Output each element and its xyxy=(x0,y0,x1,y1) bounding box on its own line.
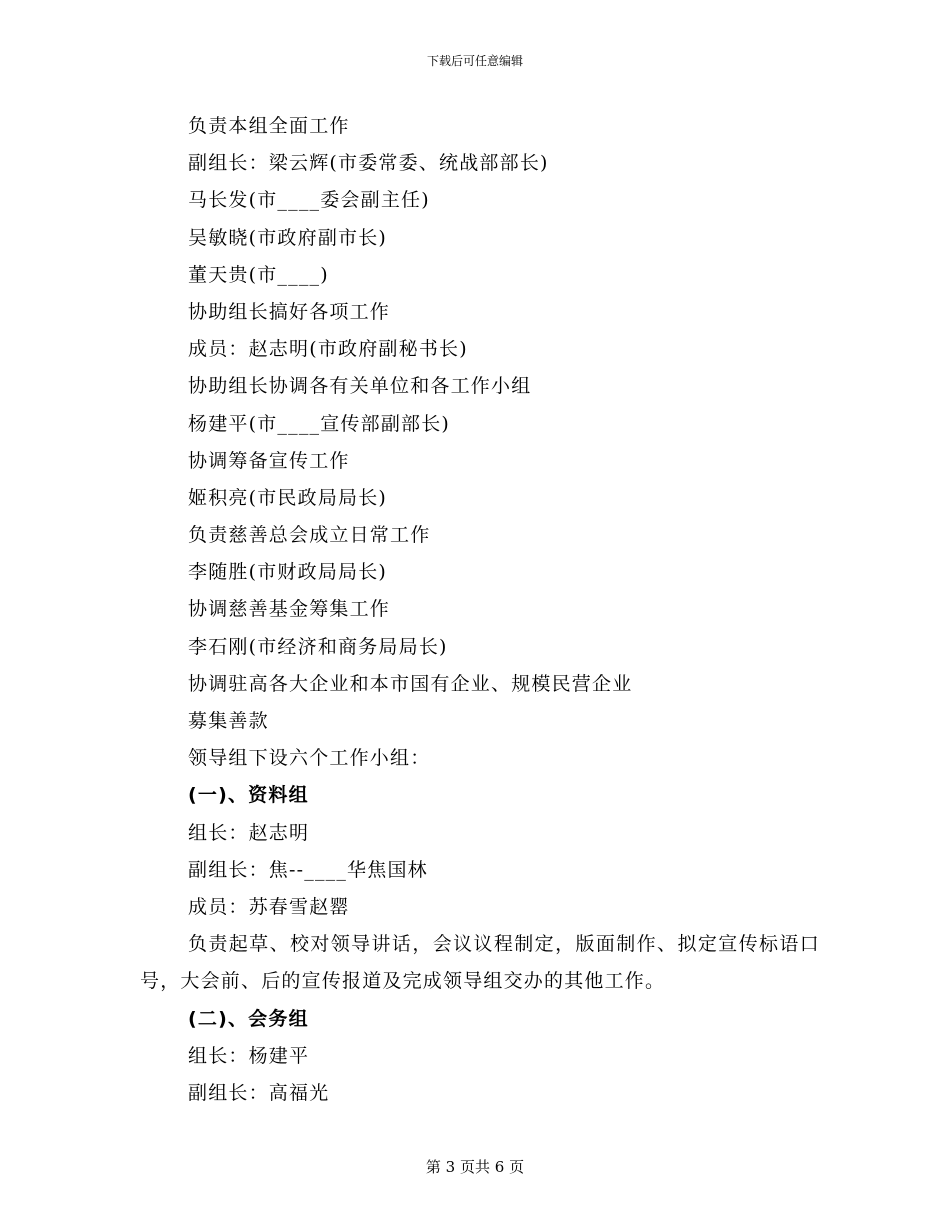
text-line: 姬积亮(市民政局局长) xyxy=(188,486,388,509)
text-line: 协调筹备宣传工作 xyxy=(188,449,350,472)
text-line: 协助组长协调各有关单位和各工作小组 xyxy=(188,375,532,398)
text-line: 负责慈善总会成立日常工作 xyxy=(188,524,431,547)
text-line: 协调慈善基金筹集工作 xyxy=(188,598,391,621)
conference-leader: 组长：杨建平 xyxy=(188,1044,310,1067)
text-line: 李随胜(市财政局局长) xyxy=(188,561,388,584)
section-heading-materials: (一)、资料组 xyxy=(188,784,309,807)
text-line: 李石刚(市经济和商务局局长) xyxy=(188,635,448,658)
text-line: 协调驻高各大企业和本市国有企业、规模民营企业 xyxy=(188,672,633,695)
text-line: 募集善款 xyxy=(188,710,269,732)
text-line: 领导组下设六个工作小组： xyxy=(188,747,431,770)
materials-duty-paragraph: 负责起草、校对领导讲话，会议议程制定，版面制作、拟定宣传标语口号，大会前、后的宣传报道及完成领导组交办的其他工作。 xyxy=(140,933,820,993)
materials-deputy: 副组长：焦--____华焦国林 xyxy=(188,858,428,881)
materials-leader: 组长：赵志明 xyxy=(188,821,310,844)
conference-deputy: 副组长：高福光 xyxy=(188,1081,330,1104)
text-line: 吴敏晓(市政府副市长) xyxy=(188,226,388,249)
section-heading-conference: (二)、会务组 xyxy=(188,1007,309,1030)
page-header: 下载后可任意编辑 xyxy=(426,54,523,68)
materials-members: 成员：苏春雪赵罂 xyxy=(188,895,350,918)
text-line: 负责本组全面工作 xyxy=(188,115,350,137)
page-footer: 第 3 页共 6 页 xyxy=(425,1158,525,1176)
text-line: 马长发(市____委会副主任) xyxy=(188,189,430,212)
document-body xyxy=(140,108,820,1112)
text-line: 协助组长搞好各项工作 xyxy=(188,300,391,323)
text-line: 杨建平(市____宣传部副部长) xyxy=(188,412,451,435)
text-line: 成员：赵志明(市政府副秘书长) xyxy=(188,338,468,361)
text-line: 董天贵(市____) xyxy=(188,263,329,286)
text-line: 副组长：梁云辉(市委常委、统战部部长) xyxy=(188,152,549,175)
